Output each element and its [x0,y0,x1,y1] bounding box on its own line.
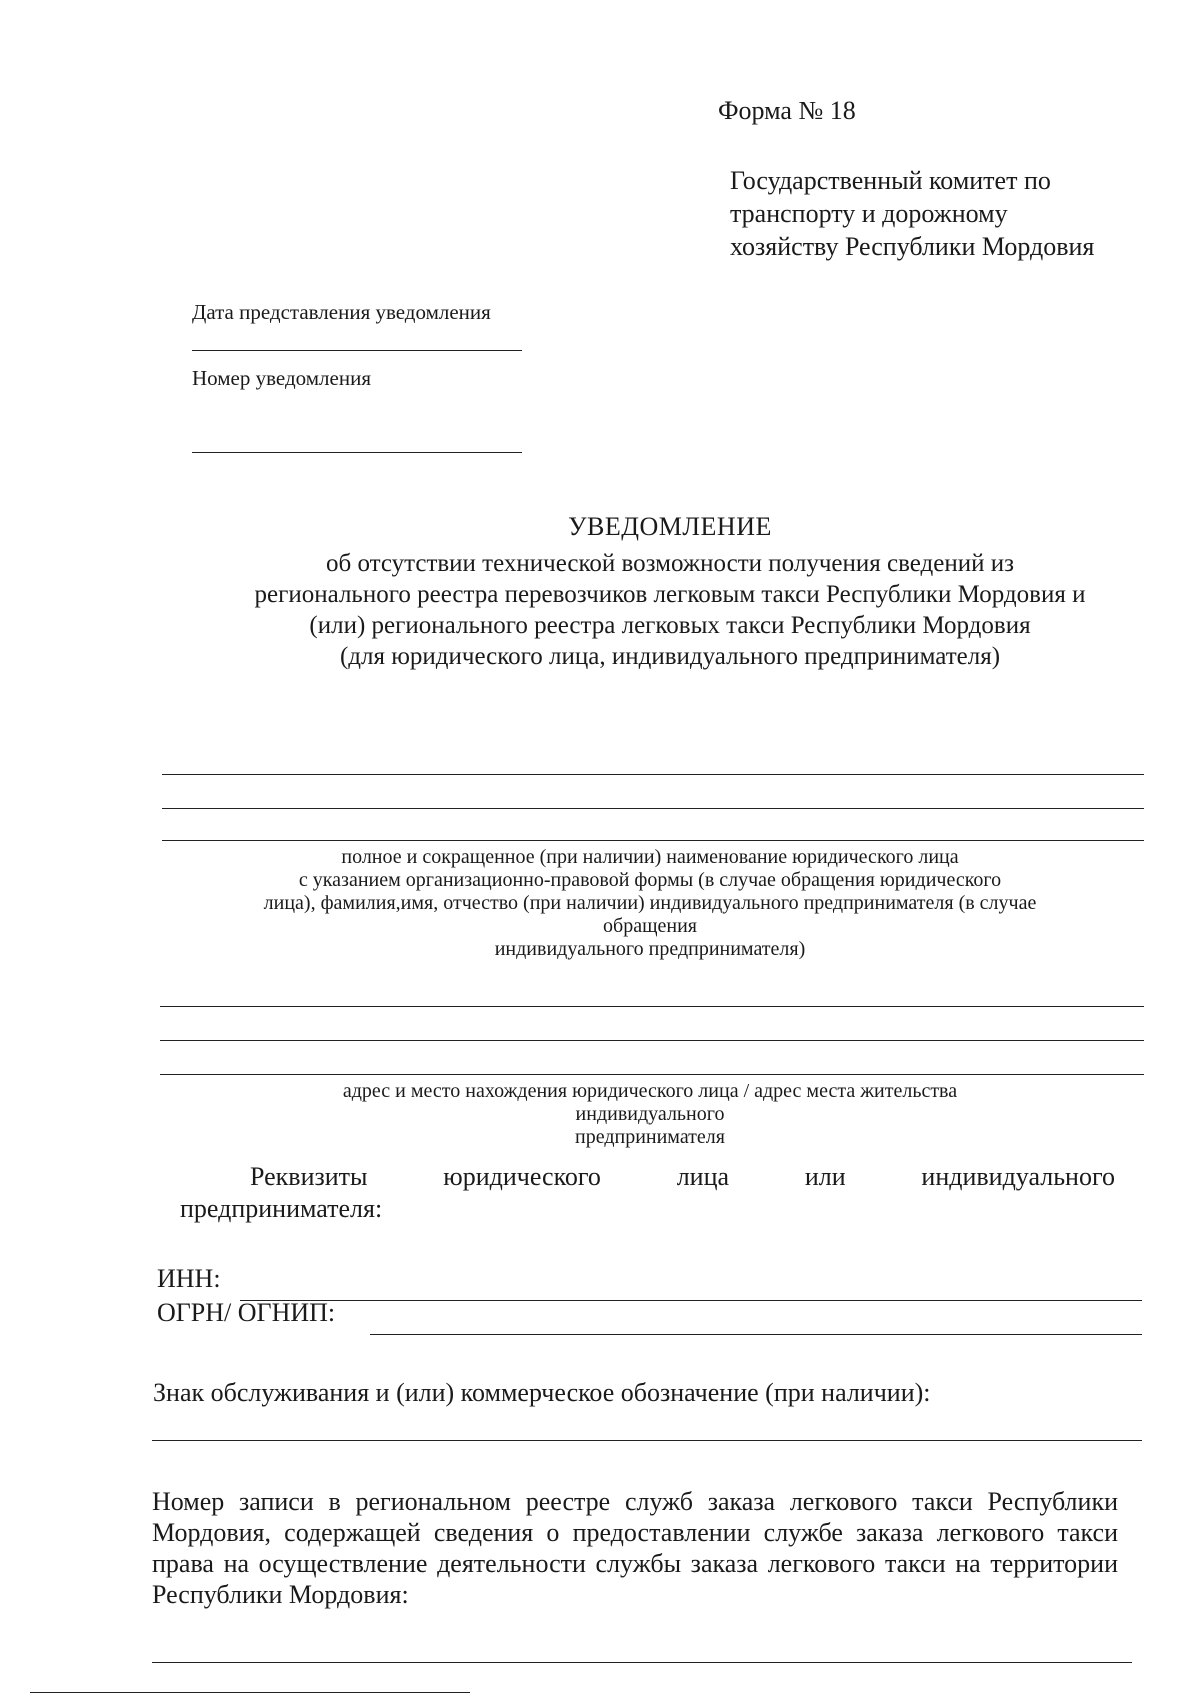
organization-name-hint [170,846,1130,961]
recipient-line: Государственный комитет по [730,166,1051,195]
trademark-field[interactable] [152,1440,1142,1441]
submission-date-label: Дата представления уведомления [192,300,491,324]
requisites-word: лица [676,1162,730,1191]
hint-line: предпринимателя [575,1126,725,1148]
address-line-3[interactable] [160,1074,1144,1075]
subtitle-line: регионального реестра перевозчиков легковым такси Республики Мордовия и [254,581,1086,608]
requisites-word: индивидуального [921,1162,1115,1191]
notification-number-field[interactable] [192,452,522,453]
hint-line: индивидуального предпринимателя) [494,938,806,960]
address-line-2[interactable] [160,1040,1144,1041]
subtitle-line: об отсутствии технической возможности получения сведений из [325,550,1014,577]
inn-label: ИНН: [157,1264,221,1293]
hint-line: обращения [603,915,697,937]
hint-line: лица), фамилия,имя, отчество (при наличии) индивидуального предпринимателя (в случае [263,892,1037,914]
organization-name-line-1[interactable] [162,774,1144,775]
address-line-1[interactable] [160,1006,1144,1007]
requisites-heading-cont: предпринимателя: [180,1194,383,1223]
organization-name-line-2[interactable] [162,808,1144,809]
hint-line: адрес и место нахождения юридического лица / адрес места жительства [342,1080,958,1102]
document-title [150,512,1190,542]
trademark-label: Знак обслуживания и (или) коммерческое обозначение (при наличии): [153,1378,931,1407]
requisites-word: или [804,1162,846,1191]
hint-line: с указанием организационно-правовой формы (в случае обращения юридического [298,869,1002,891]
subtitle-line: (или) регионального реестра легковых такси Республики Мордовия [309,612,1031,639]
registry-record-field[interactable] [152,1662,1132,1663]
recipient-block [730,164,1170,263]
organization-name-line-3[interactable] [162,840,1144,841]
footer-rule [30,1692,470,1693]
document-title-main: УВЕДОМЛЕНИЕ [568,512,772,541]
requisites-word: Реквизиты [250,1162,368,1191]
ogrn-label: ОГРН/ ОГНИП: [157,1298,336,1327]
inn-field[interactable] [240,1300,1142,1301]
subtitle-line: (для юридического лица, индивидуального предпринимателя) [339,643,1001,670]
address-hint [170,1080,1130,1149]
requisites-heading [180,1162,1115,1192]
hint-line: полное и сокращенное (при наличии) наименование юридического лица [341,846,959,868]
recipient-line: хозяйству Республики Мордовия [730,232,1095,261]
document-subtitle [150,548,1190,672]
form-number: Форма № 18 [718,96,856,125]
hint-line: индивидуального [575,1103,725,1125]
recipient-line: транспорту и дорожному [730,199,1008,228]
requisites-word: юридического [443,1162,601,1191]
notification-number-label: Номер уведомления [192,366,371,390]
ogrn-field[interactable] [370,1334,1142,1335]
submission-date-field[interactable] [192,350,522,351]
registry-record-paragraph: Номер записи в региональном реестре служб заказа легкового такси Республики Мордовия, содержащей сведения о предоставлении службе заказа легкового такси права на осуществление деятельности службы заказа легкового такси на территории Республики Мордовия: [152,1487,1118,1609]
